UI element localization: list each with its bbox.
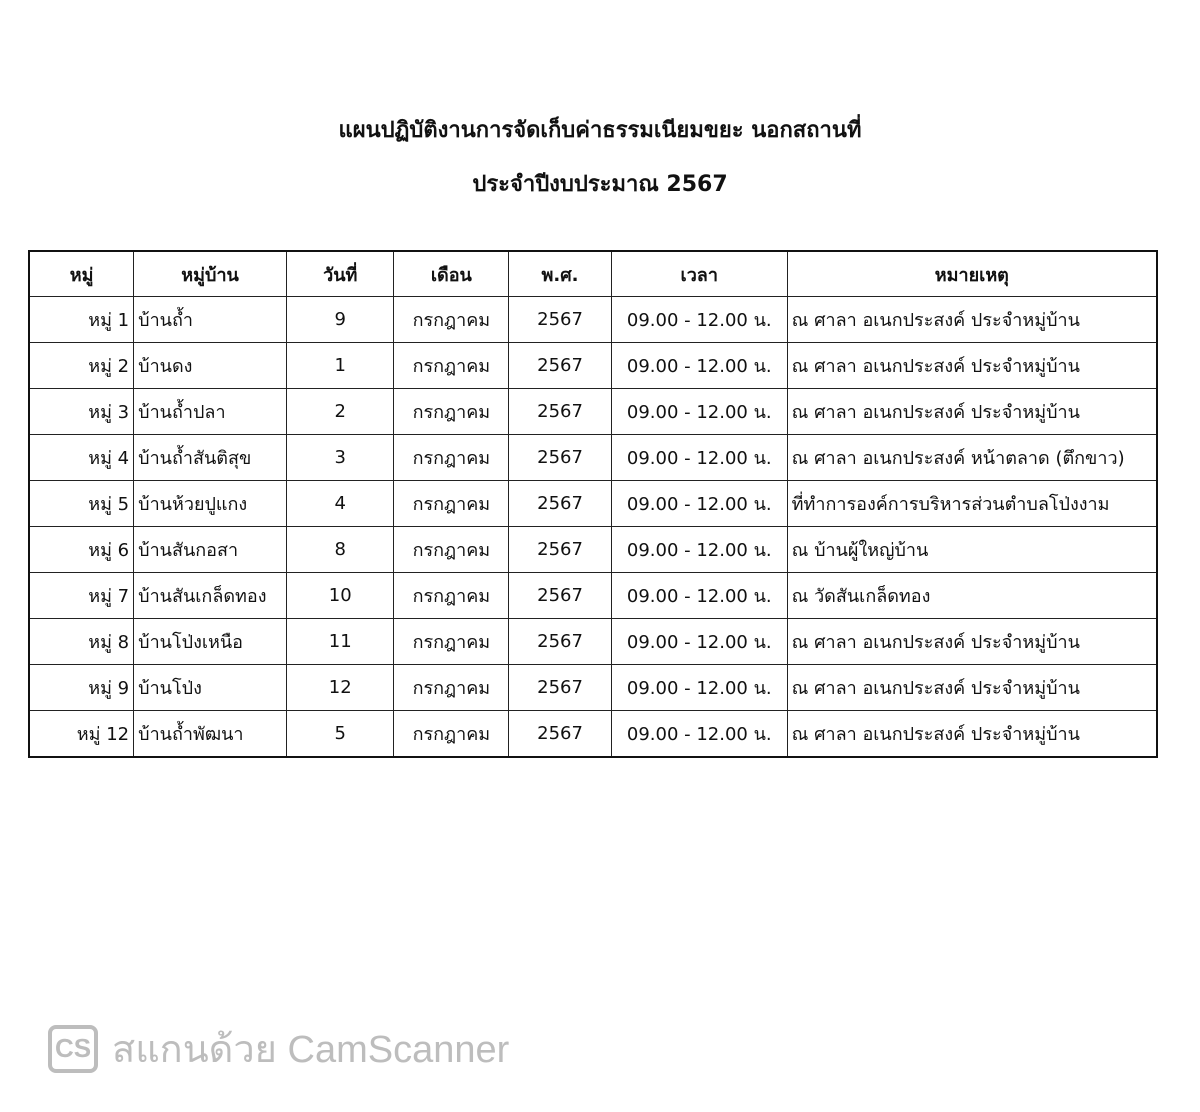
cell-day: 1 [287, 343, 394, 389]
table-row [29, 481, 1157, 527]
cell-village: บ้านห้วยปูแกง [134, 481, 287, 527]
cell-remark: ณ ศาลา อเนกประสงค์ ประจำหมู่บ้าน [787, 665, 1157, 711]
cell-year: 2567 [509, 527, 612, 573]
document-title: แผนปฏิบัติงานการจัดเก็บค่าธรรมเนียมขยะ นอกสถานที่ [338, 118, 862, 143]
cell-remark: ณ วัดสันเกล็ดทอง [787, 573, 1157, 619]
cell-moo: หมู่ 8 [29, 619, 134, 665]
cell-year: 2567 [509, 297, 612, 343]
cell-moo: หมู่ 12 [29, 711, 134, 758]
cell-year: 2567 [509, 343, 612, 389]
cell-time: 09.00 - 12.00 น. [611, 435, 787, 481]
cell-year: 2567 [509, 711, 612, 758]
cell-month: กรกฎาคม [394, 343, 509, 389]
cell-time: 09.00 - 12.00 น. [611, 711, 787, 758]
cell-village: บ้านโป่ง [134, 665, 287, 711]
cell-time: 09.00 - 12.00 น. [611, 527, 787, 573]
cell-day: 12 [287, 665, 394, 711]
table-row [29, 297, 1157, 343]
table-row [29, 389, 1157, 435]
cell-month: กรกฎาคม [394, 619, 509, 665]
cell-time: 09.00 - 12.00 น. [611, 481, 787, 527]
cell-time: 09.00 - 12.00 น. [611, 573, 787, 619]
cell-month: กรกฎาคม [394, 297, 509, 343]
cell-year: 2567 [509, 573, 612, 619]
table-row [29, 435, 1157, 481]
cell-moo: หมู่ 7 [29, 573, 134, 619]
cell-moo: หมู่ 1 [29, 297, 134, 343]
document-subtitle: ประจำปีงบประมาณ 2567 [472, 172, 728, 197]
table-row [29, 343, 1157, 389]
table-row [29, 665, 1157, 711]
header-month: เดือน [394, 251, 509, 297]
schedule-table [28, 250, 1158, 758]
cell-remark: ณ ศาลา อเนกประสงค์ ประจำหมู่บ้าน [787, 343, 1157, 389]
cell-day: 2 [287, 389, 394, 435]
cell-year: 2567 [509, 619, 612, 665]
cell-remark: ณ ศาลา อเนกประสงค์ หน้าตลาด (ตึกขาว) [787, 435, 1157, 481]
cell-month: กรกฎาคม [394, 527, 509, 573]
cell-remark: ณ ศาลา อเนกประสงค์ ประจำหมู่บ้าน [787, 297, 1157, 343]
cell-time: 09.00 - 12.00 น. [611, 665, 787, 711]
camscanner-logo-icon: CS [48, 1025, 98, 1073]
cell-day: 5 [287, 711, 394, 758]
cell-moo: หมู่ 3 [29, 389, 134, 435]
table-header-row [29, 251, 1157, 297]
table-row [29, 619, 1157, 665]
cell-month: กรกฎาคม [394, 711, 509, 758]
cell-remark: ณ ศาลา อเนกประสงค์ ประจำหมู่บ้าน [787, 389, 1157, 435]
cell-day: 10 [287, 573, 394, 619]
cell-month: กรกฎาคม [394, 481, 509, 527]
cell-village: บ้านถ้ำพัฒนา [134, 711, 287, 758]
cell-day: 4 [287, 481, 394, 527]
header-village: หมู่บ้าน [134, 251, 287, 297]
cell-village: บ้านถ้ำ [134, 297, 287, 343]
header-day: วันที่ [287, 251, 394, 297]
cell-remark: ณ บ้านผู้ใหญ่บ้าน [787, 527, 1157, 573]
table-row [29, 711, 1157, 758]
cell-day: 8 [287, 527, 394, 573]
camscanner-watermark [48, 1018, 509, 1079]
cell-month: กรกฎาคม [394, 389, 509, 435]
cell-time: 09.00 - 12.00 น. [611, 343, 787, 389]
cell-time: 09.00 - 12.00 น. [611, 619, 787, 665]
cell-remark: ณ ศาลา อเนกประสงค์ ประจำหมู่บ้าน [787, 619, 1157, 665]
cell-year: 2567 [509, 435, 612, 481]
header-time: เวลา [611, 251, 787, 297]
header-moo: หมู่ [29, 251, 134, 297]
cell-month: กรกฎาคม [394, 573, 509, 619]
table-row [29, 573, 1157, 619]
cell-year: 2567 [509, 389, 612, 435]
cell-village: บ้านโป่งเหนือ [134, 619, 287, 665]
cell-year: 2567 [509, 481, 612, 527]
cell-time: 09.00 - 12.00 น. [611, 389, 787, 435]
watermark-text: สแกนด้วย CamScanner [112, 1029, 510, 1071]
cell-moo: หมู่ 6 [29, 527, 134, 573]
cell-month: กรกฎาคม [394, 665, 509, 711]
cell-remark: ที่ทำการองค์การบริหารส่วนตำบลโป่งงาม [787, 481, 1157, 527]
cell-village: บ้านสันเกล็ดทอง [134, 573, 287, 619]
cell-village: บ้านถ้ำสันติสุข [134, 435, 287, 481]
cell-moo: หมู่ 5 [29, 481, 134, 527]
cell-moo: หมู่ 9 [29, 665, 134, 711]
header-remark: หมายเหตุ [787, 251, 1157, 297]
cell-day: 9 [287, 297, 394, 343]
table-row [29, 527, 1157, 573]
cell-time: 09.00 - 12.00 น. [611, 297, 787, 343]
cell-year: 2567 [509, 665, 612, 711]
cell-remark: ณ ศาลา อเนกประสงค์ ประจำหมู่บ้าน [787, 711, 1157, 758]
cell-moo: หมู่ 4 [29, 435, 134, 481]
cell-village: บ้านสันกอสา [134, 527, 287, 573]
cell-village: บ้านดง [134, 343, 287, 389]
cell-moo: หมู่ 2 [29, 343, 134, 389]
cell-day: 3 [287, 435, 394, 481]
cell-day: 11 [287, 619, 394, 665]
cell-month: กรกฎาคม [394, 435, 509, 481]
header-year: พ.ศ. [509, 251, 612, 297]
cell-village: บ้านถ้ำปลา [134, 389, 287, 435]
